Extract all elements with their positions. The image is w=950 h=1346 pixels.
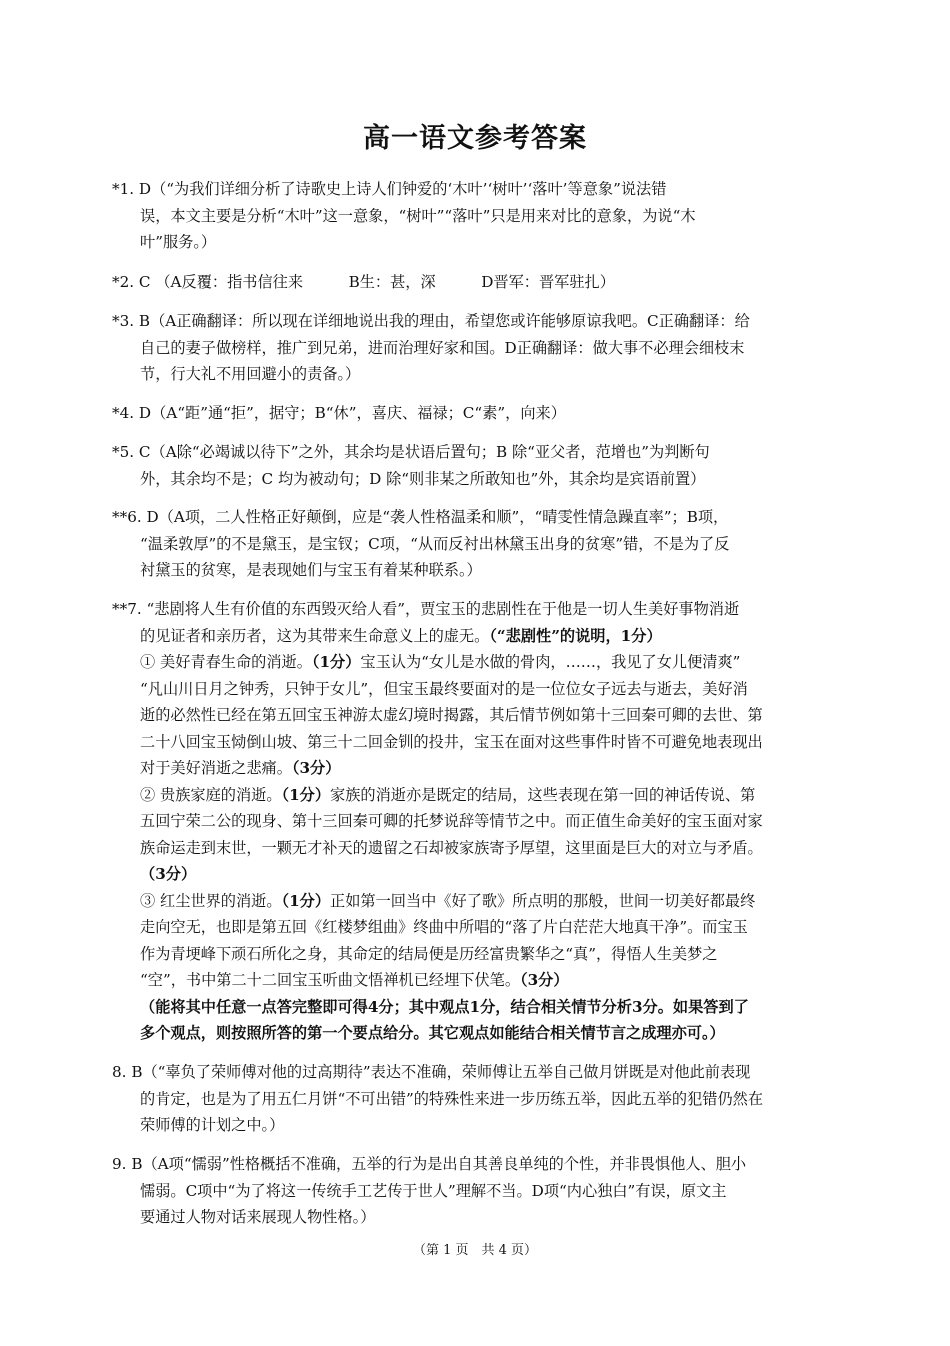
answer-line: **6. D（A项，二人性格正好颠倒，应是“袭人性格温柔和顺”，“晴雯性情急躁直率”；B项，	[112, 508, 729, 526]
score-note: （“悲剧性”的说明，1分）	[489, 626, 662, 645]
point-score: （3分）	[140, 865, 197, 883]
answer-text: 的见证者和亲历者，这为其带来生命意义上的虚无。	[140, 626, 490, 645]
page-title: 高一语文参考答案	[363, 123, 587, 154]
point-text: 正如第一回当中《好了歌》所点明的那般，世间一切美好都最终	[330, 891, 756, 910]
scoring-note: （能将其中任意一点答完整即可得4分；其中观点1分，结合相关情节分析3分。如果答到了	[140, 997, 749, 1016]
answer-item-4	[112, 400, 840, 427]
point-score: （1分）	[281, 785, 331, 804]
answer-line: 节，行大礼不用回避小的责备。）	[140, 365, 361, 383]
point-score: （3分）	[520, 971, 569, 989]
point-2-line: 五回宁荣二公的现身、第十三回秦可卿的托梦说辞等情节之中。而正值生命美好的宝玉面对家	[140, 812, 763, 830]
answer-line: 外，其余均不是；C 均为被动句；D 除“则非某之所敢知也”外，其余均是宾语前置）	[140, 469, 706, 488]
point-2-line	[112, 782, 840, 809]
answer-line: 荣师傅的计划之中。）	[140, 1116, 285, 1134]
point-text: 对于美好消逝之悲痛。	[140, 759, 292, 777]
answer-item-6	[112, 504, 840, 584]
answer-line: 8. B（“辜负了荣师傅对他的过高期待”表达不准确，荣师傅让五举自己做月饼既是对他此前表现	[112, 1063, 751, 1081]
answer-line: *4. D（A“距”通“拒”，据守；B“休”，喜庆、福禄；C“素”，向来）	[112, 404, 566, 422]
answer-line	[112, 623, 840, 650]
answer-item-7	[112, 596, 840, 1047]
answer-line: 9. B（A项“懦弱”性格概括不准确，五举的行为是出自其善良单纯的个性，并非畏惧他人、胆小	[112, 1155, 747, 1173]
page-number: （第 1 页 共 4 页）	[412, 1243, 538, 1258]
answer-line: *1. D（“为我们详细分析了诗歌史上诗人们钟爱的‘木叶’‘树叶’‘落叶’等意象”说法错	[112, 180, 667, 198]
scoring-note: 多个观点，则按照所答的第一个要点给分。其它观点如能结合相关情节言之成理亦可。）	[140, 1024, 725, 1042]
point-text: “空”，书中第二十二回宝玉听曲文悟禅机已经埋下伏笔。	[140, 971, 521, 989]
answer-line: 衬黛玉的贫寒，是表现她们与宝玉有着某种联系。）	[140, 561, 482, 579]
point-3-line: 作为青埂峰下顽石所化之身，其命定的结局便是历经富贵繁华之“真”，得悟人生美梦之	[140, 944, 718, 963]
point-heading: ③ 红尘世界的消逝。	[140, 891, 282, 910]
point-heading: ② 贵族家庭的消逝。	[140, 785, 282, 804]
point-2-line: 族命运走到末世，一颗无才补天的遗留之石却被家族寄予厚望，这里面是巨大的对立与矛盾。	[140, 838, 763, 857]
point-3-line	[112, 888, 840, 915]
answer-line: 懦弱。C项中“为了将这一传统手工艺传于世人”理解不当。D项“内心独白”有误，原文主	[140, 1181, 727, 1200]
point-2-line	[112, 861, 840, 888]
point-3-line	[112, 967, 840, 994]
answer-line: *3. B（A正确翻译：所以现在详细地说出我的理由，希望您或许能够原谅我吧。C正确翻译：给	[112, 312, 750, 330]
answer-line: “温柔敦厚”的不是黛玉，是宝钗；C项，“从而反衬出林黛玉出身的贫寒”错，不是为了反	[140, 534, 730, 553]
answer-line: 的肯定，也是为了用五仁月饼“不可出错”的特殊性来进一步历练五举，因此五举的犯错仍然在	[140, 1089, 764, 1108]
answer-item-9	[112, 1151, 840, 1231]
point-1-line: 二十八回宝玉恸倒山坡、第三十二回金钏的投井，宝玉在面对这些事件时皆不可避免地表现出	[140, 732, 763, 751]
answer-line: 误，本文主要是分析“木叶”这一意象，“树叶”“落叶”只是用来对比的意象，为说“木	[140, 206, 696, 225]
point-1-line	[112, 649, 840, 676]
point-score: （1分）	[281, 891, 331, 910]
point-3-line: 走向空无，也即是第五回《红楼梦组曲》终曲中所唱的“落了片白茫茫大地真干净”。而宝玉	[140, 918, 748, 936]
point-1-line: 逝的必然性已经在第五回宝玉神游太虚幻境时揭露，其后情节例如第十三回秦可卿的去世、第	[140, 706, 763, 724]
answer-item-5	[112, 439, 840, 492]
answer-item-2	[112, 269, 840, 296]
answer-line: 叶”服务。）	[140, 233, 217, 251]
answer-line: *5. C（A除“必竭诚以待下”之外，其余均是状语后置句；B 除“亚父者，范增也”为判断句	[112, 443, 710, 461]
answer-line: 自己的妻子做榜样，推广到兄弟，进而治理好家和国。D正确翻译：做大事不必理会细枝末	[140, 338, 745, 357]
answer-line: *2. C （A反覆：指书信往来 B生：甚，深 D晋军：晋军驻扎）	[112, 273, 615, 291]
point-text: 家族的消逝亦是既定的结局，这些表现在第一回的神话传说、第	[330, 785, 756, 804]
point-1-line: “凡山川日月之钟秀，只钟于女儿”，但宝玉最终要面对的是一位位女子远去与逝去，美好消	[140, 679, 748, 698]
answer-item-8	[112, 1059, 840, 1139]
point-1-line	[112, 755, 840, 782]
point-heading: ① 美好青春生命的消逝。	[140, 653, 312, 671]
answer-item-1	[112, 176, 840, 256]
answer-line: **7. “悲剧将人生有价值的东西毁灭给人看”，贾宝玉的悲剧性在于他是一切人生美好事物消逝	[112, 600, 740, 618]
answer-line: 要通过人物对话来展现人物性格。）	[140, 1208, 376, 1226]
point-score: （3分）	[291, 759, 341, 777]
point-score: （1分）	[311, 653, 361, 671]
answer-item-3	[112, 308, 840, 388]
point-text: 宝玉认为“女儿是水做的骨肉，……，我见了女儿便清爽”	[360, 653, 741, 671]
